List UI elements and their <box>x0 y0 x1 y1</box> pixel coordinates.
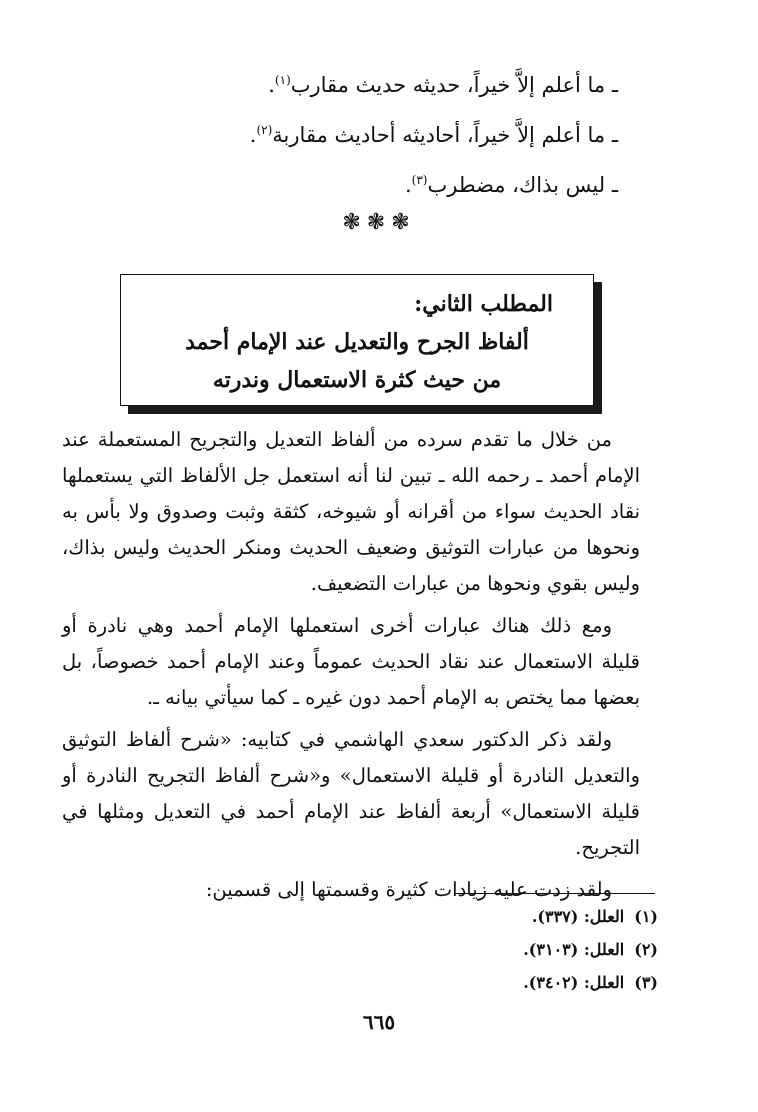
footnote-divider <box>455 893 655 894</box>
footnotes <box>258 900 658 999</box>
paragraph-text: ولقد زدت عليه زيادات كثيرة وقسمتها إلى قسمين: <box>205 878 612 901</box>
section-separator: ❃❃❃ <box>342 210 416 235</box>
saying-text: ـ ما أعلم إلاَّ خيراً، أحاديثه أحاديث مقاربة <box>272 123 618 147</box>
saying-end: . <box>249 123 257 147</box>
page-number: ٦٦٥ <box>362 1010 396 1034</box>
saying-text: ـ ما أعلم إلاَّ خيراً، حديثه حديث مقارب <box>290 73 618 97</box>
body-text <box>62 422 640 908</box>
section-heading-subtitle: من حيث كثرة الاستعمال وندرته <box>212 367 502 393</box>
paragraph-text: ولقد ذكر الدكتور سعدي الهاشمي في كتابيه: «شرح ألفاظ التوثيق والتعديل النادرة أو قليلة الاستعمال» و«شرح ألفاظ التجريح النادرة أو قليلة الاستعمال» أربعة ألفاظ عند الإمام أحمد في التعديل ومثلها في التجريح. <box>62 728 640 859</box>
paragraph-text: ومع ذلك هناك عبارات أخرى استعملها الإمام أحمد وهي نادرة أو قليلة الاستعمال عند نقاد الحديث عموماً وعند الإمام أحمد خصوصاً، بل بعضها مما يختص به الإمام أحمد دون غيره ـ كما سيأتي بيانه ـ. <box>62 614 640 709</box>
footnote-number: (١) <box>634 907 658 926</box>
footnote-reference: (١) <box>274 73 291 87</box>
saying-text: ـ ليس بذاك، مضطرب <box>427 173 618 197</box>
footnote-reference: (٢) <box>256 123 273 137</box>
saying-end: . <box>268 73 275 97</box>
paragraph-text: من خلال ما تقدم سرده من ألفاظ التعديل والتجريح المستعملة عند الإمام أحمد ـ رحمه الله ـ تبين لنا أنه استعمل جل الألفاظ التي يستعملها نقاد الحديث سواء من أقرانه أو شيوخه، كثقة وثبت وصدوق ولا بأس به ونحوها من عبارات التوثيق وضعيف الحديث ومنكر الحديث وليس بذاك، وليس بقوي ونحوها من عبارات التضعيف. <box>62 428 640 595</box>
section-heading-title: ألفاظ الجرح والتعديل عند الإمام أحمد <box>185 329 529 355</box>
section-heading-box <box>120 274 594 406</box>
footnote-number: (٣) <box>634 973 658 992</box>
narrator-sayings-list <box>118 60 618 210</box>
paragraph <box>62 608 640 716</box>
footnote-number: (٢) <box>634 940 658 959</box>
footnote <box>258 900 658 933</box>
footnote <box>258 966 658 999</box>
footnote-text: العلل: (٣١٠٣). <box>523 940 625 959</box>
footnote-text: العلل: (٣٤٠٢). <box>523 973 625 992</box>
paragraph <box>62 422 640 602</box>
footnote-text: العلل: (٣٣٧). <box>531 907 625 926</box>
saying-line <box>118 60 618 110</box>
saying-end: . <box>404 173 412 197</box>
footnote-reference: (٣) <box>411 173 428 187</box>
section-heading-label: المطلب الثاني: <box>414 291 553 317</box>
saying-line <box>118 160 618 210</box>
footnote <box>258 933 658 966</box>
paragraph <box>62 722 640 866</box>
saying-line <box>118 110 618 160</box>
